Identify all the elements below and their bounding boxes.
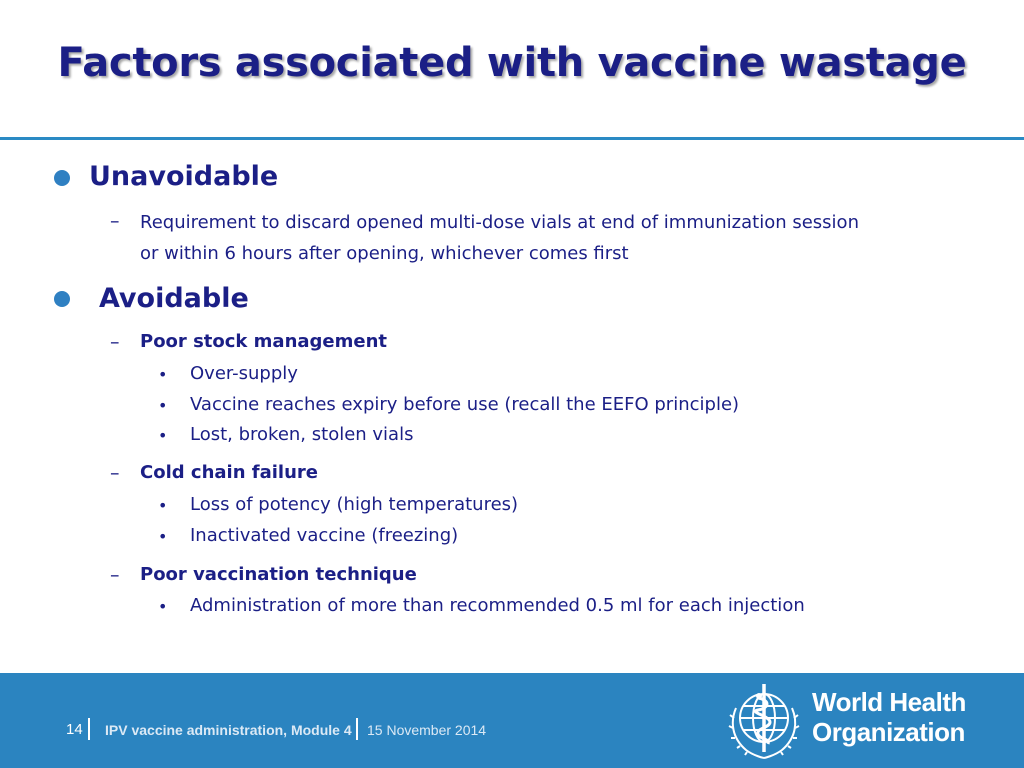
list-item: Over-supply [190, 363, 298, 384]
org-name-line-2: Organization [812, 717, 965, 747]
heading-avoidable: Avoidable [99, 283, 249, 314]
group-title-stock: Poor stock management [140, 331, 387, 352]
footer-separator [88, 718, 90, 740]
dash-marker: – [110, 210, 120, 232]
list-item: Vaccine reaches expiry before use (recall the EEFO principle) [190, 394, 740, 415]
heading-unavoidable: Unavoidable [89, 161, 279, 192]
unavoidable-text-line-1: Requirement to discard opened multi-dose vials at end of immunization session [140, 212, 859, 233]
org-name-line-1: World Health [812, 687, 966, 717]
bullet-marker: • [158, 365, 168, 384]
bullet-marker: • [158, 597, 168, 616]
who-emblem-icon [722, 678, 806, 762]
unavoidable-text-line-2: or within 6 hours after opening, whichever comes first [140, 243, 629, 264]
group-title-cold-chain: Cold chain failure [140, 462, 318, 483]
footer-date: 15 November 2014 [367, 722, 487, 738]
bullet-marker: • [158, 527, 168, 546]
page-number: 14 [66, 721, 83, 738]
bullet-dot-icon [54, 170, 70, 186]
dash-marker: – [110, 462, 120, 484]
bullet-dot-icon [54, 291, 70, 307]
slide-title: Factors associated with vaccine wastage [57, 40, 967, 86]
bullet-marker: • [158, 396, 168, 415]
group-title-technique: Poor vaccination technique [140, 564, 417, 585]
list-item: Lost, broken, stolen vials [190, 424, 414, 445]
bullet-marker: • [158, 496, 168, 515]
bullet-marker: • [158, 426, 168, 445]
footer-course-title: IPV vaccine administration, Module 4 [105, 722, 352, 738]
list-item: Inactivated vaccine (freezing) [190, 525, 459, 546]
footer-separator [356, 718, 358, 740]
list-item: Loss of potency (high temperatures) [190, 494, 519, 515]
dash-marker: – [110, 564, 120, 586]
list-item: Administration of more than recommended 0.5 ml for each injection [190, 595, 805, 616]
title-divider [0, 137, 1024, 140]
dash-marker: – [110, 331, 120, 353]
